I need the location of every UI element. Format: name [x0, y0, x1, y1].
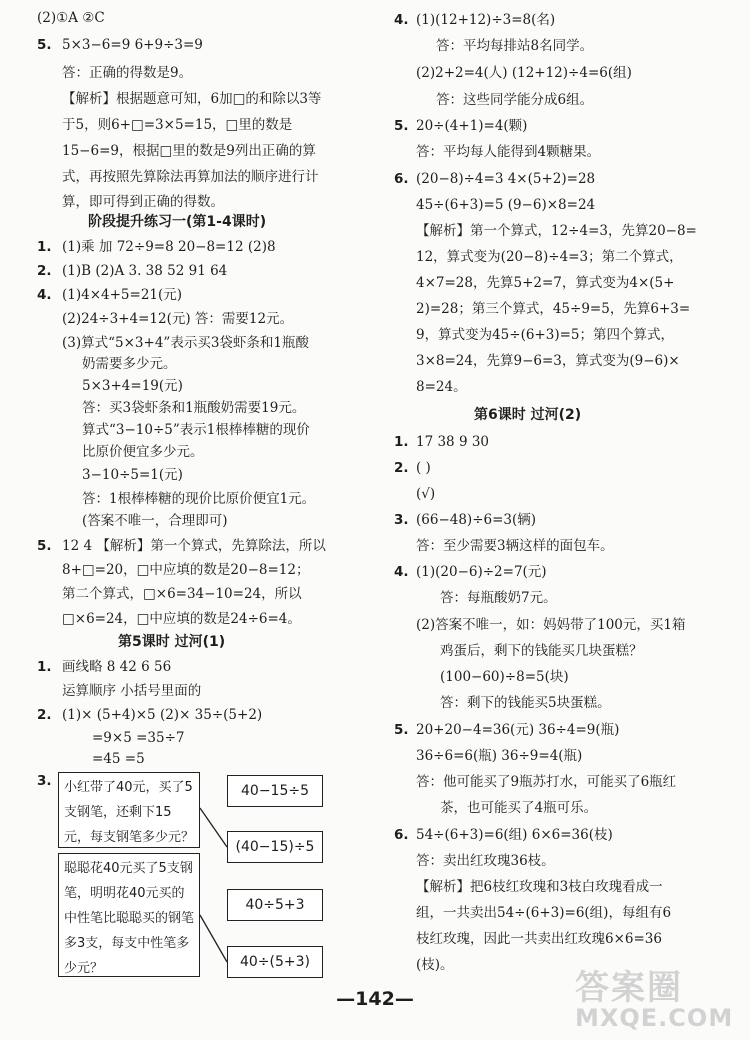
answer-line: (1)× (5+4)×5 (2)× 35÷(5+2): [62, 707, 263, 723]
answer-line: (答案不唯一，合理即可): [82, 513, 228, 529]
answer-line: 20÷(4+1)=4(颗): [416, 118, 528, 134]
answer-line: (100−60)÷8=5(块): [440, 669, 569, 685]
section-title: 第5课时 过河(1): [118, 634, 226, 650]
answer-line: 奶需要多少元。: [82, 356, 177, 372]
analysis-line: 9，算式变为45÷(6+3)=5；第四个算式，: [416, 327, 675, 343]
answer-line: 1.: [37, 659, 52, 675]
answer-line: 5.: [394, 722, 409, 738]
answer-line: 答：平均每排站8名同学。: [436, 38, 594, 54]
answer-line: =9×5 =35÷7: [92, 730, 185, 746]
answer-line: 3.: [394, 512, 409, 528]
answer-line: 5.: [394, 118, 409, 134]
answer-line: 12 4 【解析】第一个算式，先算除法，所以: [62, 538, 326, 554]
answer-line: (√): [416, 486, 436, 502]
answer-line: 54÷(6+3)=6(组) 6×6=36(枝): [416, 827, 613, 843]
answer-line: 1.: [37, 239, 52, 255]
watermark-logo-text: 答案圈: [575, 968, 683, 1008]
answer-line: (20−8)÷4=3 4×(5+2)=28: [416, 171, 596, 187]
answer-line: 答：他可能买了9瓶苏打水，可能买了6瓶红: [416, 774, 677, 790]
answer-line: 17 38 9 30: [416, 434, 489, 450]
answer-line: =45 =5: [92, 751, 145, 767]
expression-box: 40−15÷5: [227, 775, 323, 807]
answer-line: 答：这些同学能分成6组。: [436, 92, 594, 108]
answer-line: 2.: [394, 460, 409, 476]
analysis-line: 3×8=24，先算9−6=3，算式变为(9−6)×: [416, 353, 680, 369]
answer-line: 3−10÷5=1(元): [82, 467, 183, 483]
answer-line: 5×3+4=19(元): [82, 378, 183, 394]
analysis-line: 2)=28；第三个算式，45÷9=5，先算6+3=: [416, 301, 691, 317]
answer-line: 答：正确的得数是9。: [62, 65, 193, 81]
problem-box: 聪聪花40元买了5支钢笔，明明花40元买的中性笔比聪聪买的钢笔多3支，每支中性笔多少元？: [58, 853, 200, 977]
answer-line: (2)答案不唯一，如：妈妈带了100元，买1箱: [416, 617, 686, 633]
question-number: 3.: [37, 773, 52, 789]
analysis-line: □×6=24，□中应填的数是24÷6=4。: [62, 611, 301, 627]
answer-line: (1)B (2)A 3. 38 52 91 64: [62, 263, 228, 279]
answer-line: (1)4×4+5=21(元): [62, 287, 183, 303]
answer-line: (66−48)÷6=3(辆): [416, 512, 537, 528]
analysis-line: 8=24。: [416, 379, 467, 395]
answer-line: (2)①A ②C: [37, 10, 105, 26]
analysis-line: 4×7=28，先算5+2=7，算式变为4×(5+: [416, 275, 675, 291]
section-title: 阶段提升练习一(第1-4课时): [88, 214, 267, 230]
answer-line: 答：卖出红玫瑰36枝。: [416, 853, 555, 869]
answer-line: 答：剩下的钱能买5块蛋糕。: [440, 695, 611, 711]
answer-line: 茶，也可能买了4瓶可乐。: [440, 800, 598, 816]
answer-line: 答：1根棒棒糖的现价比原价便宜1元。: [82, 491, 316, 507]
answer-line: 45÷(6+3)=5 (9−6)×8=24: [416, 197, 596, 213]
watermark: [575, 960, 750, 1040]
answer-line: (1)(12+12)÷3=8(名): [416, 12, 556, 28]
answer-line: (2)2+2=4(人) (12+12)÷4=6(组): [416, 65, 632, 81]
answer-line: 6.: [394, 827, 409, 843]
analysis-line: 枝红玫瑰，因此一共卖出红玫瑰6×6=36: [416, 931, 662, 947]
answer-line: ( ): [416, 460, 431, 476]
answer-line: 比原价便宜多少元。: [82, 444, 204, 460]
section-title: 第6课时 过河(2): [474, 407, 582, 423]
analysis-line: 8+□=20，□中应填的数是20−8=12；: [62, 562, 310, 578]
answer-line: 5.: [37, 538, 52, 554]
analysis-line: (枝)。: [416, 957, 454, 973]
answer-line: (1)(20−6)÷2=7(元): [416, 564, 547, 580]
page-number: —142—: [336, 988, 414, 1010]
answer-line: (3)算式“5×3+4”表示买3袋虾条和1瓶酸: [62, 335, 309, 351]
analysis-line: 【解析】把6枝红玫瑰和3枝白玫瑰看成一: [416, 879, 663, 895]
answer-line: 画线略 8 42 6 56: [62, 659, 172, 675]
analysis-line: 第二个算式，□×6=34−10=24，所以: [62, 586, 302, 602]
expression-box: (40−15)÷5: [227, 831, 323, 863]
answer-line: (2)24÷3+4=12(元) 答：需要12元。: [62, 311, 294, 327]
analysis-line: 算，即可得到正确的得数。: [62, 194, 224, 210]
answer-line: 4.: [37, 287, 52, 303]
analysis-line: 【解析】根据题意可知，6加□的和除以3等: [62, 91, 322, 107]
answer-line: 答：买3袋虾条和1瓶酸奶需要19元。: [82, 400, 306, 416]
answer-line: 答：平均每人能得到4颗糖果。: [416, 144, 601, 160]
analysis-line: 15−6=9，根据□里的数是9列出正确的算: [62, 143, 316, 159]
analysis-line: 12，算式变为(20−8)÷4=3；第二个算式，: [416, 249, 683, 265]
answer-line: 答：至少需要3辆这样的面包车。: [416, 538, 614, 554]
answer-line: 答：每瓶酸奶7元。: [440, 590, 557, 606]
expression-box: 40÷5+3: [227, 889, 323, 921]
answer-line: 1.: [394, 434, 409, 450]
answer-line: 运算顺序 小括号里面的: [62, 683, 202, 699]
answer-line: 2.: [37, 263, 52, 279]
answer-line: 4.: [394, 12, 409, 28]
analysis-line: 于5，则6+□=3×5=15，□里的数是: [62, 117, 293, 133]
answer-line: 5×3−6=9 6+9÷3=9: [62, 37, 203, 53]
watermark-url: MXQE.COM: [575, 1004, 734, 1032]
answer-line: 6.: [394, 171, 409, 187]
expression-box: 40÷(5+3): [227, 946, 323, 978]
problem-box: 小红带了40元，买了5支钢笔，还剩下15元，每支钢笔多少元？: [58, 772, 200, 848]
answer-line: 36÷6=6(瓶) 36÷9=4(瓶): [416, 748, 583, 764]
answer-line: 4.: [394, 564, 409, 580]
answer-line: 鸡蛋后，剩下的钱能买几块蛋糕？: [440, 643, 643, 659]
analysis-line: 式，再按照先算除法再算加法的顺序进行计: [62, 169, 319, 185]
answer-line: 2.: [37, 707, 52, 723]
answer-line: 算式“3−10÷5”表示1根棒棒糖的现价: [82, 422, 310, 438]
analysis-line: 组，一共卖出54÷(6+3)=6(组)，每组有6: [416, 905, 672, 921]
answer-line: 20+20−4=36(元) 36÷4=9(瓶): [416, 722, 620, 738]
analysis-line: 【解析】第一个算式，12÷4=3，先算20−8=: [416, 223, 697, 239]
answer-line: (1)乘 加 72÷9=8 20−8=12 (2)8: [62, 239, 276, 255]
answer-line: 5.: [37, 37, 52, 53]
